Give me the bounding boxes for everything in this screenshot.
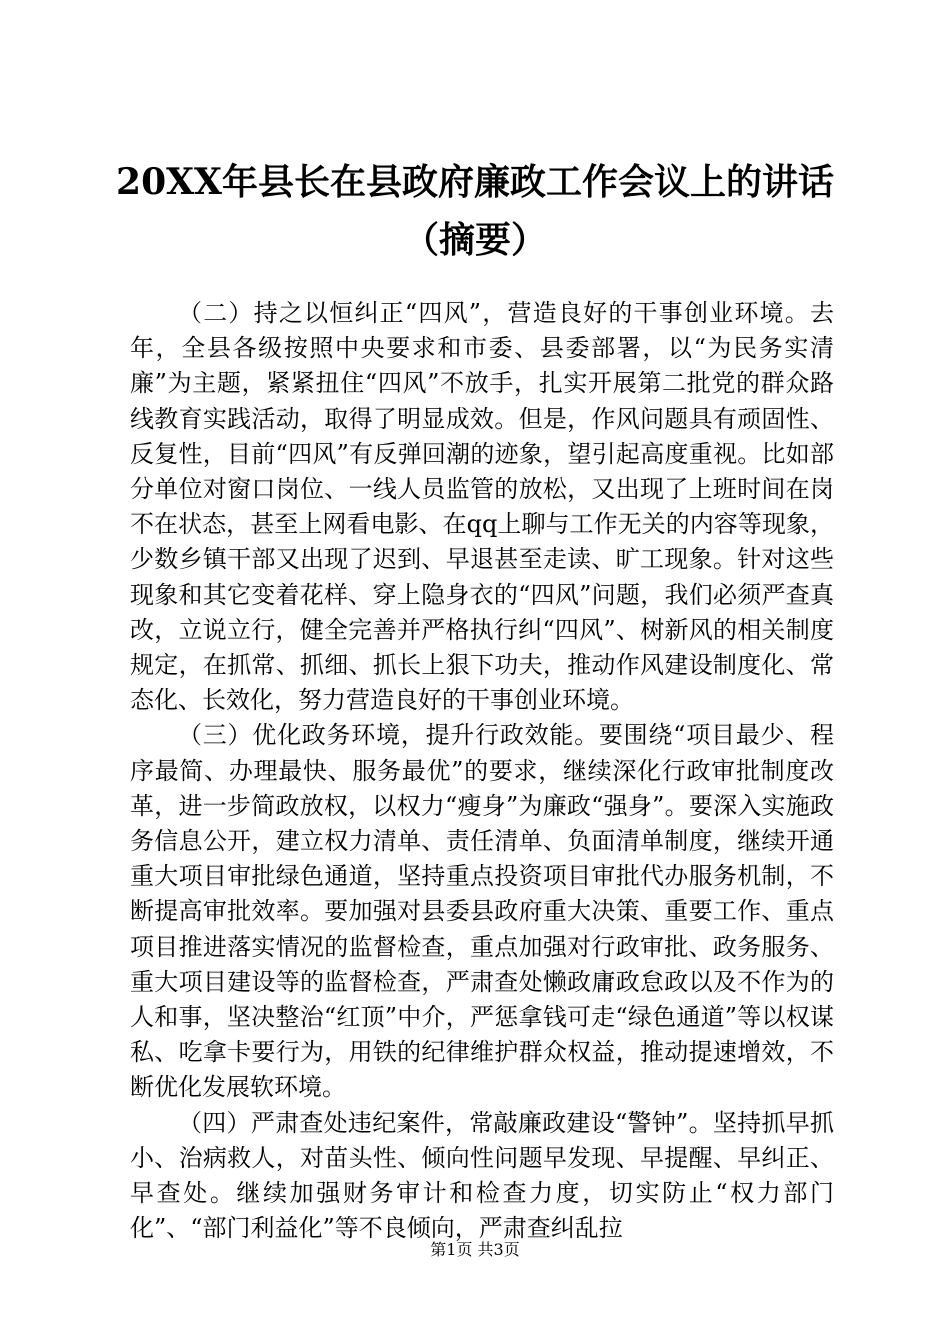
page-number: 第1页 共3页	[430, 1240, 520, 1259]
document-title: 20XX年县长在县政府廉政工作会议上的讲话	[116, 161, 834, 203]
paragraph-3: （三）优化政务环境，提升行政效能。要围绕“项目最少、程序最简、办理最快、服务最优”的要求，继续深化行政审批制度改革，进一步简政放权，以权力“瘦身”为廉政“强身”。要深入实施政务信息公开，建立权力清单、责任清单、负面清单制度，继续开通重大项目审批绿色通道，坚持重点投资项目审批代办服务机制，不断提高审批效率。要加强对县委县政府重大决策、重要工作、重点项目推进落实情况的监督检查，重点加强对行政审批、政务服务、重大项目建设等的监督检查，严肃查处懒政庸政怠政以及不作为的人和事，坚决整治“红顶”中介，严惩拿钱可走“绿色通道”等以权谋私、吃拿卡要行为，用铁的纪律维护群众权益，推动提速增效，不断优化发展软环境。	[130, 721, 834, 1102]
paragraph-2: （二）持之以恒纠正“四风”，营造良好的干事创业环境。去年，全县各级按照中央要求和市委、县委部署，以“为民务实清廉”为主题，紧紧扭住“四风”不放手，扎实开展第二批党的群众路线教育实践活动，取得了明显成效。但是，作风问题具有顽固性、反复性，目前“四风”有反弹回潮的迹象，望引起高度重视。比如部分单位对窗口岗位、一线人员监管的放松，又出现了上班时间在岗不在状态，甚至上网看电影、在qq上聊与工作无关的内容等现象，少数乡镇干部又出现了迟到、早退甚至走读、旷工现象。针对这些现象和其它变着花样、穿上隐身衣的“四风”问题，我们必须严查真改，立说立行，健全完善并严格执行纠“四风”、树新风的相关制度规定，在抓常、抓细、抓长上狠下功夫，推动作风建设制度化、常态化、长效化，努力营造良好的干事创业环境。	[130, 299, 834, 715]
document-body	[130, 296, 834, 1246]
paragraph-4: （四）严肃查处违纪案件，常敲廉政建设“警钟”。坚持抓早抓小、治病救人，对苗头性、倾向性问题早发现、早提醒、早纠正、早查处。继续加强财务审计和检查力度，切实防止“权力部门化”、“部门利益化”等不良倾向，严肃查纠乱拉	[130, 1108, 834, 1243]
document-subtitle: （摘要）	[402, 219, 547, 261]
